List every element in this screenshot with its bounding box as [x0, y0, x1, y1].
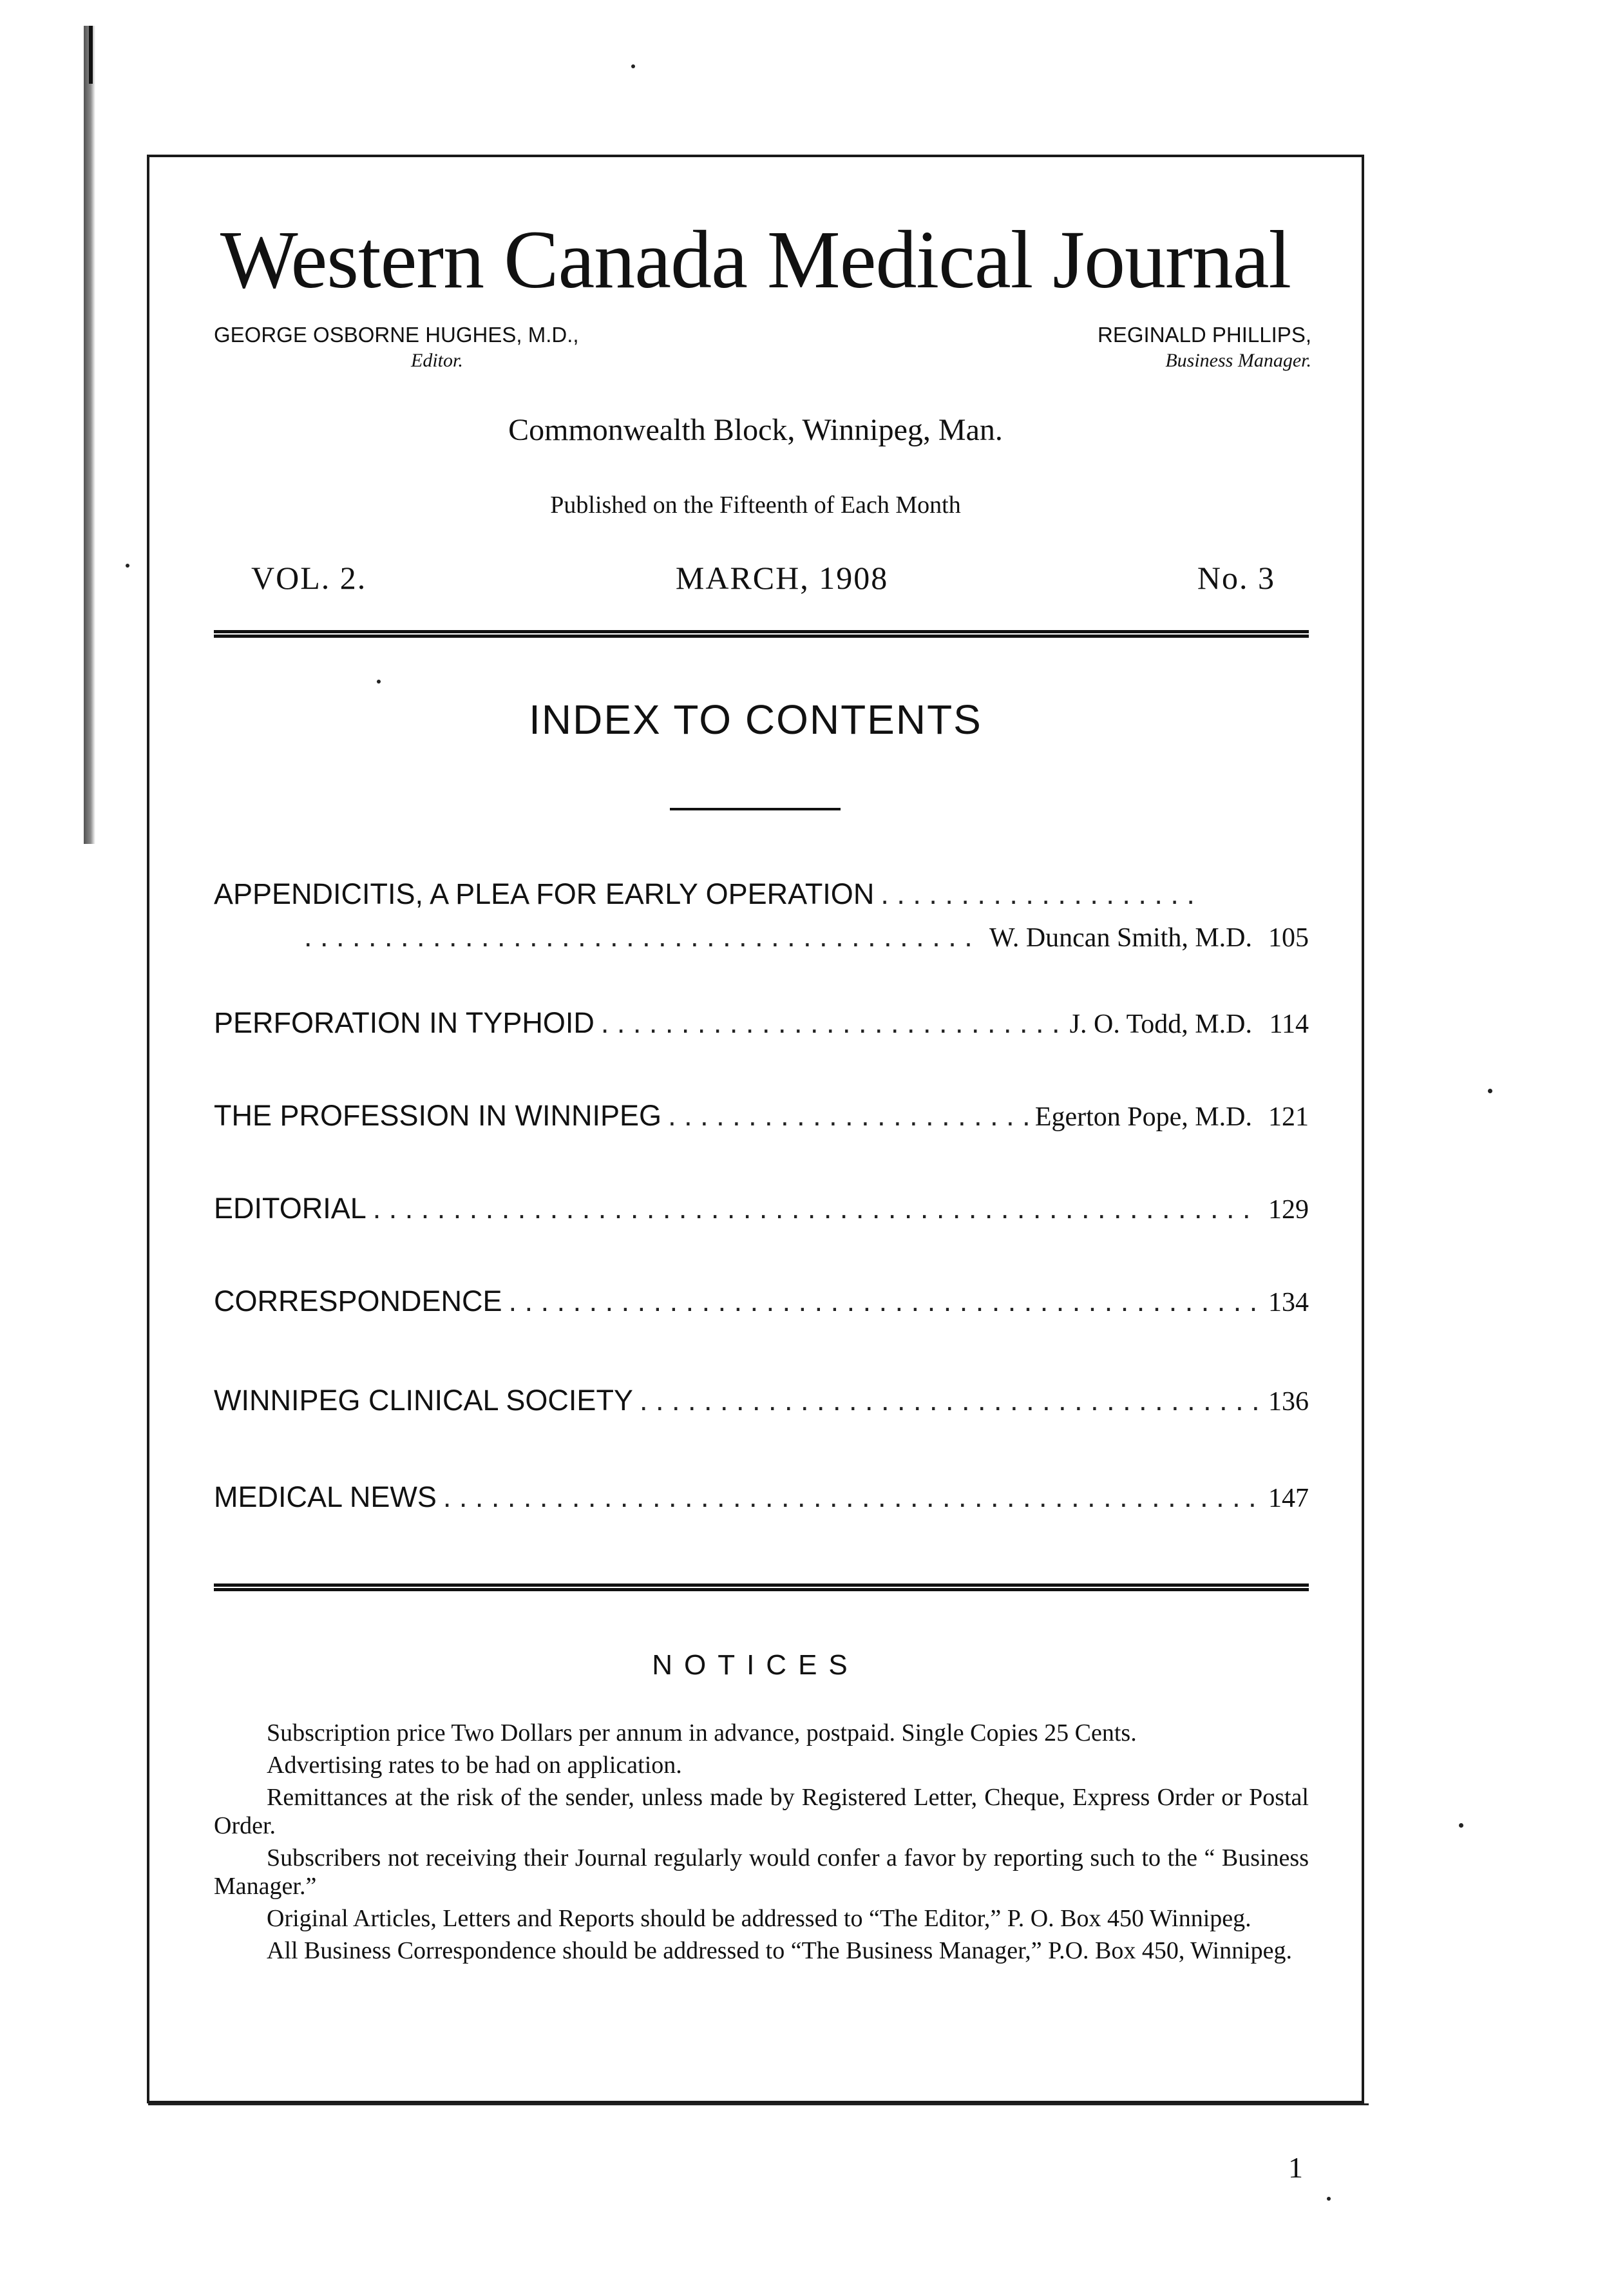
notices-body — [214, 1719, 1309, 1969]
manager-role: Business Manager. — [1165, 350, 1311, 371]
toc-entry-author: Egerton Pope, M.D. — [1034, 1102, 1252, 1132]
toc-entry[interactable] — [214, 1480, 1309, 1514]
toc-leader — [601, 1006, 1063, 1040]
issue-number: No. 3 — [1197, 560, 1275, 596]
issue-line — [251, 559, 1275, 597]
scan-edge-mark — [89, 26, 93, 84]
toc-leader — [640, 1384, 1257, 1417]
toc-entry-title: CORRESPONDENCE — [214, 1285, 502, 1317]
volume-label: VOL. 2. — [251, 560, 367, 596]
notice-paragraph: Subscription price Two Dollars per annum in advance, postpaid. Single Copies 25 Cents. — [267, 1719, 1137, 1746]
toc-entry-page: 105 — [1268, 923, 1309, 953]
issue-date: MARCH, 1908 — [675, 560, 889, 596]
toc-leader — [443, 1480, 1257, 1514]
toc-entry-title: THE PROFESSION IN WINNIPEG — [214, 1099, 662, 1132]
toc-entry-page: 134 — [1268, 1288, 1309, 1317]
publication-schedule: Published on the Fifteenth of Each Month — [550, 492, 961, 519]
toc-entry-title: EDITORIAL — [214, 1192, 366, 1225]
toc-entry-page: 136 — [1268, 1387, 1309, 1417]
bottom-rule — [148, 2103, 1369, 2105]
toc-entry[interactable] — [214, 877, 1309, 911]
notice-paragraph: Subscribers not receiving their Journal regularly would confer a favor by reporting such to the “ Business Manager.” — [214, 1844, 1309, 1900]
index-heading: INDEX TO CONTENTS — [529, 696, 982, 743]
toc-entry-page: 121 — [1268, 1102, 1309, 1132]
toc-entry[interactable] — [214, 1006, 1309, 1040]
scan-speck — [631, 64, 635, 68]
page-number: 1 — [1288, 2151, 1303, 2184]
toc-entry-title: PERFORATION IN TYPHOID — [214, 1006, 594, 1039]
journal-title: Western Canada Medical Journal — [220, 214, 1291, 305]
notice-paragraph: Remittances at the risk of the sender, unless made by Registered Letter, Cheque, Express Order or Postal Order. — [214, 1784, 1309, 1839]
toc-entry-author: J. O. Todd, M.D. — [1069, 1009, 1252, 1039]
toc-entry[interactable] — [214, 1192, 1309, 1225]
toc-entry[interactable] — [214, 1384, 1309, 1417]
toc-leader — [668, 1099, 1029, 1133]
manager-name: REGINALD PHILLIPS, — [1098, 323, 1311, 347]
notice-paragraph: Advertising rates to be had on application. — [267, 1752, 682, 1779]
toc-entry-page: 147 — [1268, 1484, 1309, 1513]
toc-leader — [373, 1192, 1257, 1225]
manager-credit — [1098, 322, 1311, 374]
toc-leader — [880, 877, 1199, 911]
toc-entry-page: 129 — [1268, 1195, 1309, 1225]
notice-paragraph: Original Articles, Letters and Reports should be addressed to “The Editor,” P. O. Box 450 Winnipeg. — [267, 1905, 1251, 1932]
scan-speck — [1488, 1089, 1492, 1093]
double-rule — [214, 1583, 1309, 1591]
toc-entry[interactable] — [214, 1285, 1309, 1318]
notices-heading: NOTICES — [652, 1649, 859, 1681]
editor-credit — [214, 322, 579, 374]
toc-entry-title: WINNIPEG CLINICAL SOCIETY — [214, 1384, 633, 1417]
toc-leader — [304, 920, 983, 953]
scan-speck — [1459, 1823, 1463, 1828]
editor-role: Editor. — [411, 350, 463, 371]
journal-address: Commonwealth Block, Winnipeg, Man. — [508, 413, 1003, 447]
double-rule — [214, 630, 1309, 638]
editor-name: GEORGE OSBORNE HUGHES, M.D., — [214, 323, 579, 347]
scan-speck — [1327, 2197, 1331, 2201]
scan-edge-shadow — [84, 26, 95, 844]
toc-entry-title: MEDICAL NEWS — [214, 1480, 437, 1513]
toc-entry-author: W. Duncan Smith, M.D. — [989, 923, 1252, 953]
toc-entry-continuation[interactable] — [214, 920, 1309, 953]
toc-entry[interactable] — [214, 1099, 1309, 1133]
notice-paragraph: All Business Correspondence should be addressed to “The Business Manager,” P.O. Box 450, Winnipeg. — [267, 1937, 1293, 1964]
scan-speck — [126, 564, 129, 568]
toc-leader — [509, 1285, 1257, 1318]
short-rule — [670, 808, 841, 810]
toc-entry-title: APPENDICITIS, A PLEA FOR EARLY OPERATION — [214, 877, 875, 910]
toc-entry-page: 114 — [1269, 1009, 1309, 1039]
